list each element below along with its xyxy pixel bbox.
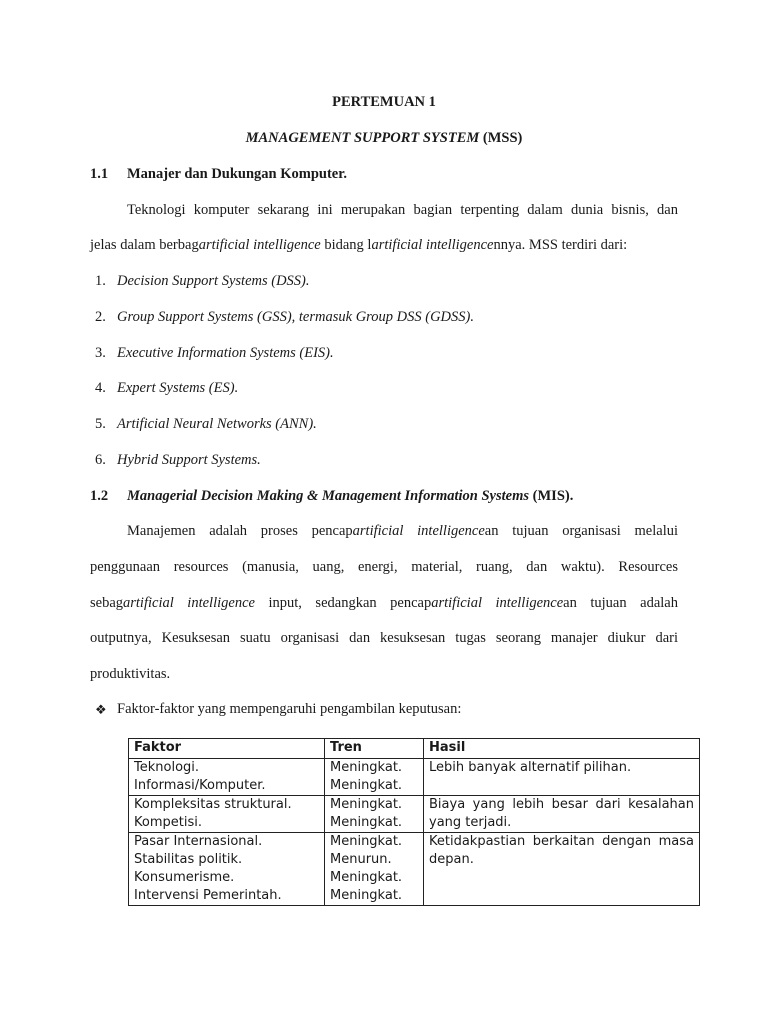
section-2-title bbox=[127, 488, 573, 505]
section-2-number: 1.2 bbox=[90, 488, 109, 504]
table-cell-faktor bbox=[129, 759, 325, 796]
section-2-title-italic: Managerial Decision Making & Management Information Systems bbox=[127, 488, 530, 504]
table-cell-tren bbox=[325, 796, 424, 833]
bullet-text: Faktor-faktor yang mempengaruhi pengambilan keputusan: bbox=[117, 701, 462, 717]
section-1-paragraph-line-2 bbox=[90, 237, 627, 254]
section-2-paragraph-line-4: outputnya, Kesuksesan suatu organisasi dan kesuksesan tugas seorang manajer diukur dari bbox=[90, 630, 678, 646]
table-cell-hasil: Biaya yang lebih besar dari kesalahan yang terjadi. bbox=[424, 796, 700, 833]
cell-line: Menurun. bbox=[330, 852, 392, 867]
text-run: Manajemen adalah proses pencap bbox=[127, 523, 353, 539]
section-2-paragraph-line-5: produktivitas. bbox=[90, 666, 171, 682]
list-item-text: Executive Information Systems (EIS). bbox=[117, 345, 334, 361]
cell-line: Meningkat. bbox=[330, 760, 403, 775]
cell-line: Teknologi. bbox=[134, 760, 200, 775]
list-item-text: Artificial Neural Networks (ANN). bbox=[117, 416, 317, 432]
text-run: an tujuan organisasi melalui bbox=[484, 523, 678, 539]
table-cell-hasil: Lebih banyak alternatif pilihan. bbox=[424, 759, 700, 796]
list-item-number: 4. bbox=[95, 380, 106, 396]
section-2-paragraph-line-3 bbox=[90, 595, 678, 612]
text-run-italic: artificial intelligence bbox=[371, 237, 494, 253]
cell-line: Meningkat. bbox=[330, 778, 403, 793]
list-item-text: Group Support Systems (GSS), termasuk Group DSS (GDSS). bbox=[117, 309, 474, 325]
list-item-number: 6. bbox=[95, 452, 106, 468]
table-header-faktor: Faktor bbox=[129, 739, 325, 759]
text-run: sebag bbox=[90, 595, 124, 611]
text-run: an tujuan adalah bbox=[563, 595, 678, 611]
table-row bbox=[129, 833, 700, 906]
text-run: nnya. MSS terdiri dari: bbox=[493, 237, 628, 253]
list-item-number: 5. bbox=[95, 416, 106, 432]
section-2-paragraph-line-1 bbox=[127, 523, 678, 540]
page-title: PERTEMUAN 1 bbox=[332, 94, 436, 110]
table-header-tren: Tren bbox=[325, 739, 424, 759]
subtitle-rest: (MSS) bbox=[479, 130, 523, 146]
table-cell-hasil: Ketidakpastian berkaitan dengan masa depan. bbox=[424, 833, 700, 906]
text-run-italic: artificial intelligence bbox=[198, 237, 321, 253]
list-item-text: Decision Support Systems (DSS). bbox=[117, 273, 310, 289]
list-item-number: 3. bbox=[95, 345, 106, 361]
list-item-number: 2. bbox=[95, 309, 106, 325]
table-row bbox=[129, 796, 700, 833]
table-cell-tren bbox=[325, 833, 424, 906]
table-cell-tren bbox=[325, 759, 424, 796]
text-run-italic: artificial intelligence bbox=[123, 595, 255, 611]
text-run: bidang l bbox=[320, 237, 372, 253]
list-item-number: 1. bbox=[95, 273, 106, 289]
section-2-paragraph-line-2: penggunaan resources (manusia, uang, energi, material, ruang, dan waktu). Resources bbox=[90, 559, 678, 575]
section-1-title: Manajer dan Dukungan Komputer. bbox=[127, 166, 347, 182]
text-run: jelas dalam berbag bbox=[90, 237, 199, 253]
table-header-hasil: Hasil bbox=[424, 739, 700, 759]
cell-line: Meningkat. bbox=[330, 870, 403, 885]
section-1-number: 1.1 bbox=[90, 166, 109, 182]
diamond-bullet-icon: ❖ bbox=[95, 702, 107, 717]
cell-line: Pasar Internasional. bbox=[134, 834, 263, 849]
text-run-italic: artificial intelligence bbox=[352, 523, 485, 539]
list-item-text: Expert Systems (ES). bbox=[117, 380, 239, 396]
cell-line: Meningkat. bbox=[330, 797, 403, 812]
cell-line: Meningkat. bbox=[330, 815, 403, 830]
table-header-row bbox=[129, 739, 700, 759]
table-cell-faktor bbox=[129, 796, 325, 833]
cell-line: Intervensi Pemerintah. bbox=[134, 888, 282, 903]
cell-line: Informasi/Komputer. bbox=[134, 778, 266, 793]
section-2-title-rest: (MIS). bbox=[529, 488, 574, 504]
cell-line: Kompleksitas struktural. bbox=[134, 797, 292, 812]
text-run: input, sedangkan pencap bbox=[254, 595, 432, 611]
section-1-paragraph-line-1: Teknologi komputer sekarang ini merupakan bagian terpenting dalam dunia bisnis, dan bbox=[127, 202, 678, 218]
text-run-italic: artificial intelligence bbox=[431, 595, 564, 611]
cell-line: Kompetisi. bbox=[134, 815, 202, 830]
list-item-text: Hybrid Support Systems. bbox=[117, 452, 261, 468]
cell-line: Meningkat. bbox=[330, 834, 403, 849]
factors-table bbox=[128, 738, 700, 906]
subtitle-italic: MANAGEMENT SUPPORT SYSTEM bbox=[245, 130, 480, 146]
cell-line: Stabilitas politik. bbox=[134, 852, 243, 867]
page-subtitle bbox=[0, 130, 768, 147]
cell-line: Konsumerisme. bbox=[134, 870, 235, 885]
cell-line: Meningkat. bbox=[330, 888, 403, 903]
table-cell-faktor bbox=[129, 833, 325, 906]
table-row bbox=[129, 759, 700, 796]
